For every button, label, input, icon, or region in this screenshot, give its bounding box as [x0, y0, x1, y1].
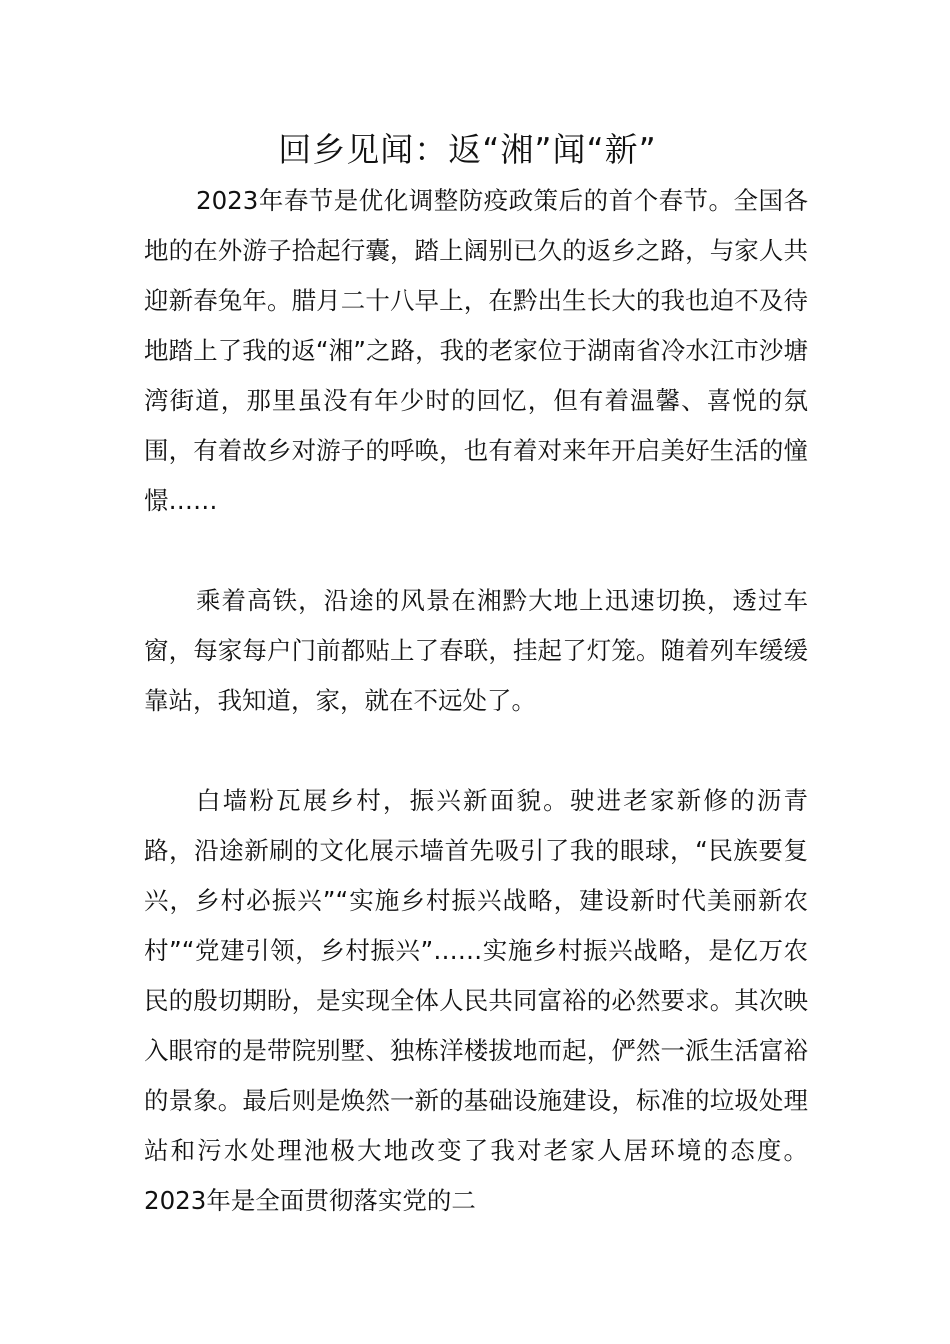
paragraph-2: 乘着高铁，沿途的风景在湘黔大地上迅速切换，透过车窗，每家每户门前都贴上了春联，挂起了灯笼。随着列车缓缓靠站，我知道，家，就在不远处了。 — [144, 586, 808, 715]
paragraph-1: 2023年春节是优化调整防疫政策后的首个春节。全国各地的在外游子拾起行囊，踏上阔别已久的返乡之路，与家人共迎新春兔年。腊月二十八早上，在黔出生长大的我也迫不及待地踏上了我的返“湘”之路，我的老家位于湖南省冷水江市沙塘湾街道，那里虽没有年少时的回忆，但有着温馨、喜悦的氛围，有着故乡对游子的呼唤，也有着对来年开启美好生活的憧憬…… — [144, 186, 808, 515]
paragraph-3: 白墙粉瓦展乡村，振兴新面貌。驶进老家新修的沥青路，沿途新刷的文化展示墙首先吸引了我的眼球，“民族要复兴，乡村必振兴”“实施乡村振兴战略，建设新时代美丽新农村”“党建引领，乡村振兴”……实施乡村振兴战略，是亿万农民的殷切期盼，是实现全体人民共同富裕的必然要求。其次映入眼帘的是带院别墅、独栋洋楼拔地而起，俨然一派生活富裕的景象。最后则是焕然一新的基础设施建设，标准的垃圾处理站和污水处理池极大地改变了我对老家人居环境的态度。2023年是全面贯彻落实党的二 — [144, 786, 808, 1215]
document-title: 回乡见闻：返“湘”闻“新” — [278, 130, 657, 169]
